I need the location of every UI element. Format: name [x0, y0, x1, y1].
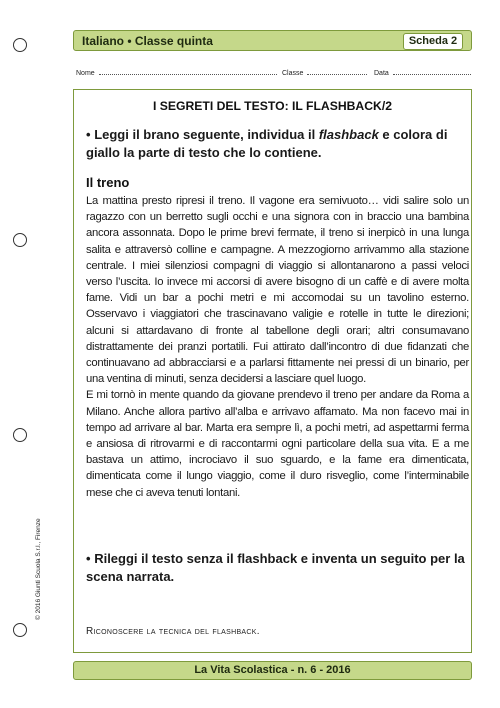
binder-hole [13, 428, 27, 442]
story-paragraph: La mattina presto ripresi il treno. Il vagone era semivuoto… vidi salire solo un ragazzo con un berretto sugli occhi e una signora con in braccio una bambina ancora assonnata. Dopo le prime brevi fermate, il treno si inerpicò in una lunga salita e attraversò colline e campagne. A mezzogiorno arrivammo alla stazione centrale. I miei silenziosi compagni di viaggio si allontanarono a passi veloci verso l’uscita. Io invece mi accorsi di avere bisogno di un caffè e di avere molta fame. Vidi un bar a pochi metri e mi accomodai su un tavolino esterno. Osservavo i viaggiatori che trascinavano valigie e rotelle in tutte le direzioni; alcuni si attardavano di fronte al tabellone degli orari; altri consumavano distrattamente dei pranzi portatili. Fui attirato dall’incontro di due fidanzati che continuavano ad abbracciarsi e a parlarsi fittamente nei pressi di un binario, per una ventina di minuti, senza decidersi a lasciare quel luogo. [86, 195, 469, 386]
copyright-notice: © 2016 Giunti Scuola S.r.l., Firenze [35, 518, 42, 620]
date-dots [393, 67, 471, 75]
footer-bar: La Vita Scolastica - n. 6 - 2016 [73, 661, 472, 680]
class-field [282, 67, 367, 79]
binder-hole [13, 233, 27, 247]
name-dots [99, 67, 277, 75]
class-label: Classe [282, 70, 304, 77]
instruction-rewrite: • Rileggi il testo senza il flashback e inventa un seguito per la scena narrata. [86, 551, 465, 584]
date-field [374, 67, 471, 79]
binder-hole [13, 623, 27, 637]
learning-objective: Riconoscere la tecnica del flashback. [86, 626, 260, 637]
date-label: Data [374, 70, 389, 77]
class-dots [307, 67, 367, 75]
story-text [86, 193, 469, 501]
name-field [76, 67, 277, 79]
worksheet-title: I SEGRETI DEL TESTO: IL FLASHBACK/2 [152, 99, 393, 113]
name-label: Nome [76, 70, 95, 77]
bullet-icon: • [86, 551, 91, 566]
header-bar [73, 30, 472, 51]
story-title: Il treno [86, 175, 130, 190]
flashback-emphasis: flashback [318, 127, 379, 142]
binder-hole [13, 38, 27, 52]
header-title: Italiano • Classe quinta [82, 34, 213, 48]
story-paragraph: E mi tornò in mente quando da giovane prendevo il treno per andare da Roma a Milano. Anche allora partivo all’alba e arrivavo affamato. Ma non facevo mai in tempo ad arrivare al bar. Marta era sempre lì, a pochi metri, ad aspettarmi ferma e ansiosa di ritrovarmi e di raccontarmi ogni particolare della sua vita. E a me bastava un attimo, incrociavo il suo sguardo, e la fame era dimenticata, dimenticata come il lungo viaggio, come il duro risveglio, come l’interminabile mese che ci aveva tenuti lontani. [86, 389, 469, 499]
worksheet-content [73, 89, 472, 653]
instruction-read: • Leggi il brano seguente, individua il flashback e colora di giallo la parte di testo che lo contiene. [86, 127, 448, 160]
bullet-icon: • [86, 127, 91, 142]
worksheet-badge: Scheda 2 [403, 33, 463, 50]
